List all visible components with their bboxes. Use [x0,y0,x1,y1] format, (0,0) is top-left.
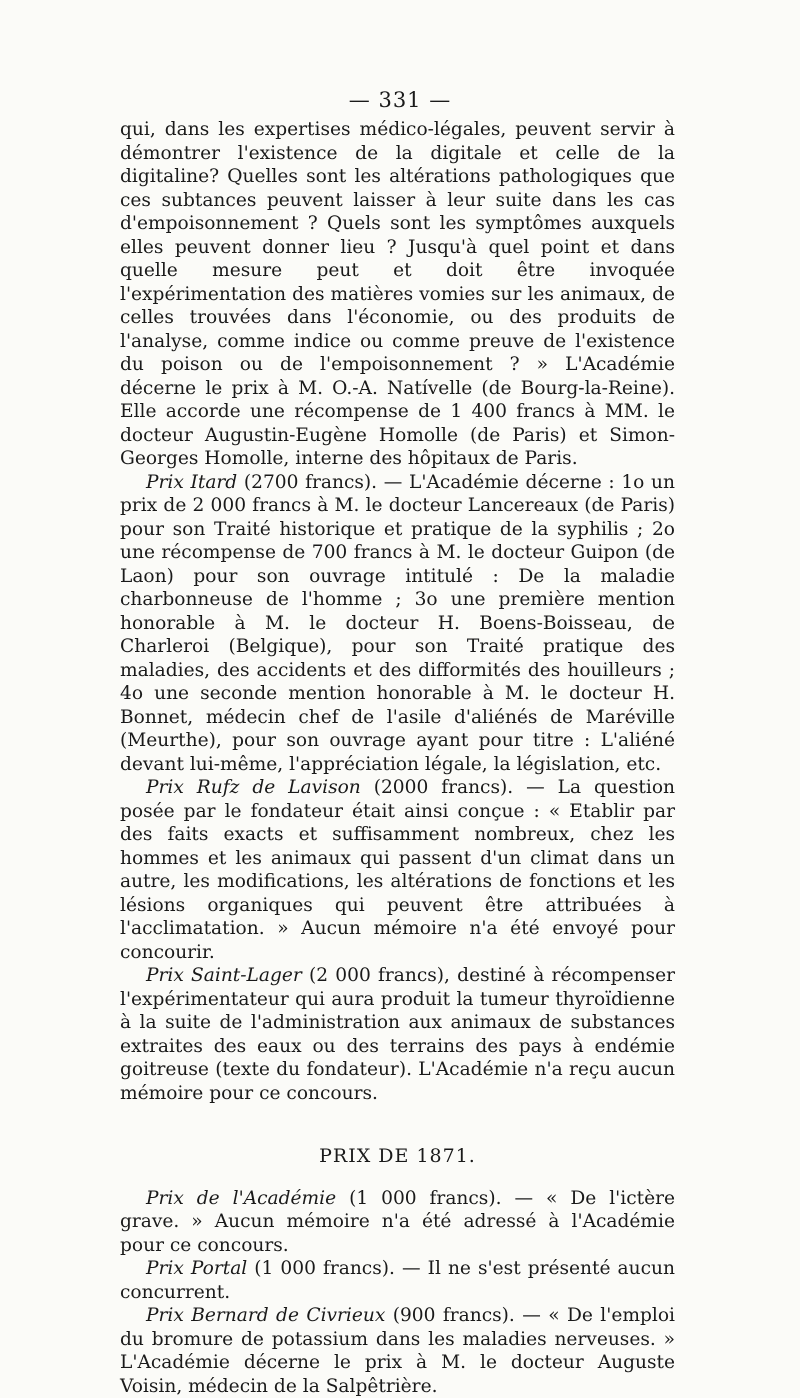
prize-name: Prix Portal [146,1258,248,1279]
paragraph-prix-rufz [120,776,675,964]
paragraph-prix-saint-lager [120,964,675,1105]
paragraph-text: (2000 francs). — La question posée par le fondateur était ainsi conçue : « Etablir par des faits exacts et suffisamment nombreux, chez les hommes et les animaux qui passent d'un climat dans un autre, les modifications, les altérations de fonctions et les lésions organiques qui peuvent être attribuées à l'acclimatation. » Aucun mémoire n'a été envoyé pour concourir. [120,777,675,963]
paragraph-prix-bernard [120,1304,675,1398]
prize-name: Prix de l'Académie [146,1187,337,1209]
paragraph-prix-portal [120,1257,675,1304]
page-number: — 331 — [348,88,452,112]
paragraph-prix-itard [120,471,675,777]
prize-name: Prix Rufz de Lavison [146,777,361,798]
body-text [120,118,675,1398]
prize-name: Prix Itard [146,471,238,493]
prize-name: Prix Saint-Lager [146,965,302,986]
paragraph-continuation [120,118,675,471]
paragraph-text: (1 000 francs). — « De l'ictère grave. » Aucun mémoire n'a été adressé à l'Académie pour ce concours. [120,1187,675,1256]
paragraph-text: (2 000 francs), destiné à récompenser l'expérimentateur qui aura produit la tumeur thyroïdienne à la suite de l'administration aux animaux de substances extraites des eaux ou des terrains des pays à endémie goitreuse (texte du fondateur). L'Académie n'a reçu aucun mémoire pour ce concours. [120,965,675,1104]
paragraph-text: (900 francs). — « De l'emploi du bromure de potassium dans les maladies nerveuses. » L'Académie décerne le prix à M. le docteur Auguste Voisin, médecin de la Salpêtrière. [120,1305,675,1397]
paragraph-text: (2700 francs). — L'Académie décerne : 1o un prix de 2 000 francs à M. le docteur Lancereaux (de Paris) pour son Traité historique et pratique de la syphilis ; 2o une récompense de 700 francs à M. le docteur Guipon (de Laon) pour son ouvrage intitulé : De la maladie charbonneuse de l'homme ; 3o une première mention honorable à M. le docteur H. Boens-Boisseau, de Charleroi (Belgique), pour son Traité pratique des maladies, des accidents et des difformités des houilleurs ; 4o une seconde mention honorable à M. le docteur H. Bonnet, médecin chef de l'asile d'aliénés de Maréville (Meurthe), pour son ouvrage ayant pour titre : L'aliéné devant lui-même, l'appréciation légale, la législation, etc. [120,471,675,775]
paragraph-text: (1 000 francs). — Il ne s'est présenté aucun concurrent. [120,1258,675,1303]
paragraph-prix-academie [120,1187,675,1258]
section-heading: PRIX DE 1871. [319,1145,476,1167]
paragraph-text: qui, dans les expertises médico-légales, peuvent servir à démontrer l'existence de la digitale et celle de la digitaline? Quelles sont les altérations pathologiques que ces subtances peuvent laisser à leur suite dans les cas d'empoisonnement ? Quels sont les symptômes auxquels elles peuvent donner lieu ? Jusqu'à quel point et dans quelle mesure peut et doit être invoquée l'expérimentation des matières vomies sur les animaux, de celles trouvées dans l'économie, ou des produits de l'analyse, comme indice ou comme preuve de l'existence du poison ou de l'empoisonnement ? » L'Académie décerne le prix à M. O.-A. Natívelle (de Bourg-la-Reine). Elle accorde une récompense de 1 400 francs à MM. le docteur Augustin-Eugène Homolle (de Paris) et Simon-Georges Homolle, interne des hôpitaux de Paris. [120,119,675,469]
prize-name: Prix Bernard de Civrieux [146,1305,386,1326]
